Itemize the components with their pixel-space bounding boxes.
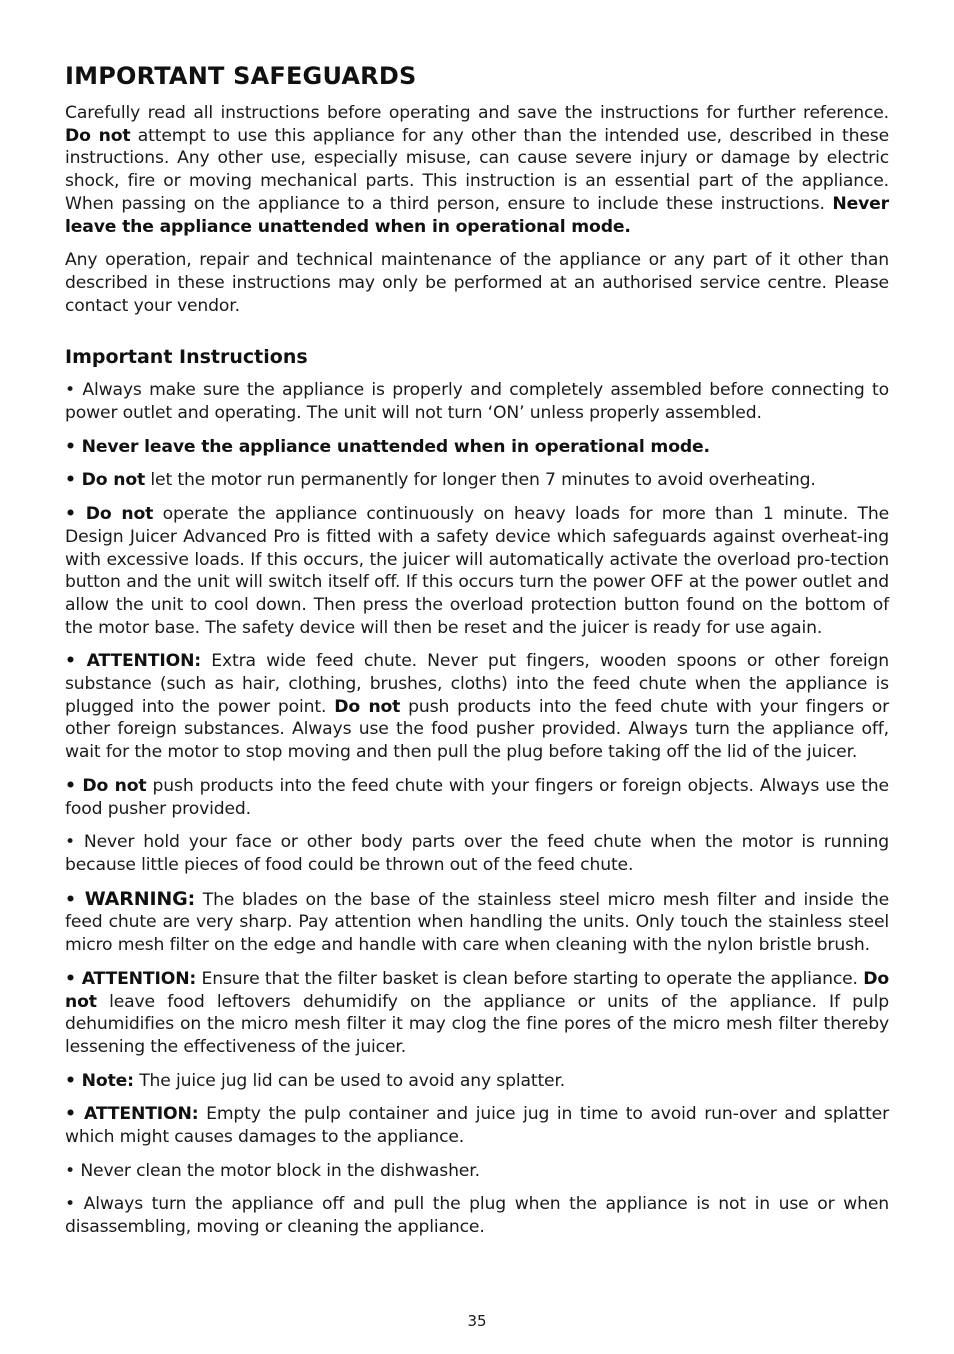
instruction-item: [65, 968, 889, 1059]
item-text: leave food leftovers dehumidify on the appliance or units of the appliance. If pulp dehumidifies on the micro mesh filter it may clog the fine pores of the micro mesh filter thereby lessening the effectiveness of the juicer.: [65, 991, 889, 1057]
page-number: 35: [467, 1312, 487, 1330]
item-text: Always make sure the appliance is properly and completely assembled before connecting to power outlet and operating. The unit will not turn ‘ON’ unless properly assembled.: [65, 380, 889, 424]
bullet: •: [65, 651, 76, 672]
intro-paragraph-1: [65, 102, 889, 238]
instruction-item: [65, 1160, 889, 1183]
bullet: •: [65, 436, 76, 457]
bullet: •: [65, 1070, 76, 1091]
item-text: The blades on the base of the stainless steel micro mesh filter and inside the feed chute are very sharp. Pay attention when handling the units. Only touch the stainless steel micro mesh filter on the edge and handle with care when cleaning with the nylon bristle brush.: [65, 889, 889, 956]
page-title: IMPORTANT SAFEGUARDS: [65, 62, 417, 90]
instruction-item: [65, 503, 889, 639]
item-text: Ensure that the filter basket is clean before starting to operate the appliance.: [196, 968, 864, 989]
instruction-item: [65, 1070, 889, 1093]
item-text: operate the appliance continuously on heavy loads for more than 1 minute. The Design Juicer Advanced Pro is fitted with a safety device which safeguards against overheat-ing with excessive loads. If this occurs, the juicer will automatically activate the overload pro-tection button and the unit will switch itself off. If this occurs turn the power OFF at the power outlet and allow the unit to cool down. Then press the overload protection button found on the bottom of the motor base. The safety device will then be reset and the juicer is ready for use again.: [65, 504, 889, 638]
item-bold-warning: WARNING:: [75, 887, 196, 910]
instruction-item: [65, 436, 889, 459]
bullet: •: [65, 889, 76, 910]
item-text: Always turn the appliance off and pull the plug when the appliance is not in use or when disassembling, moving or cleaning the appliance.: [65, 1194, 889, 1238]
bullet: •: [65, 968, 76, 989]
intro-bold-never-leave: Never leave the appliance unattended when in operational mode.: [65, 193, 889, 237]
instruction-item: [65, 888, 889, 957]
item-bold: Do not: [75, 775, 147, 796]
bullet: •: [65, 1104, 76, 1125]
document-page: [65, 60, 889, 1250]
item-bold: Note:: [75, 1070, 134, 1091]
item-bold: Do not: [75, 470, 146, 491]
section-heading: Important Instructions: [65, 346, 308, 369]
bullet: •: [65, 832, 75, 853]
bullet: •: [65, 380, 75, 401]
item-text: Never clean the motor block in the dishwasher.: [75, 1160, 480, 1181]
bullet: •: [65, 470, 76, 491]
bullet: •: [65, 1160, 75, 1181]
instruction-item: [65, 1193, 889, 1238]
instruction-item: [65, 469, 889, 492]
item-text: push products into the feed chute with your fingers or foreign objects. Always use the food pusher provided.: [65, 775, 889, 819]
item-text: Empty the pulp container and juice jug in time to avoid run-over and splatter which might causes damages to the appliance.: [65, 1104, 889, 1148]
bullet: •: [65, 1194, 75, 1215]
item-bold: Do not: [75, 504, 154, 525]
intro-bold-do-not: Do not: [65, 125, 131, 146]
item-text: Never hold your face or other body parts over the feed chute when the motor is running because little pieces of food could be thrown out of the feed chute.: [65, 832, 889, 875]
item-bold: ATTENTION:: [75, 651, 202, 672]
item-bold: Never leave the appliance unattended when in operational mode.: [75, 436, 710, 457]
intro-text: Carefully read all instructions before operating and save the instructions for further reference.: [65, 103, 889, 123]
instruction-item: [65, 831, 889, 876]
item-bold: Do not: [334, 696, 401, 717]
instruction-item: [65, 379, 889, 424]
intro-paragraph-2: Any operation, repair and technical maintenance of the appliance or any part of it other than described in these instructions may only be performed at an authorised service centre. Please contact your vendor.: [65, 250, 889, 316]
item-bold: Do not: [65, 968, 890, 1012]
intro-text: attempt to use this appliance for any other than the intended use, described in these instructions. Any other use, especially misuse, can cause severe injury or damage by electric shock, fire or moving mechanical parts. This instruction is an essential part of the appliance. When passing on the appliance to a third person, ensure to include these instructions.: [65, 125, 890, 214]
item-text: Extra wide feed chute. Never put fingers, wooden spoons or other foreign substance (such as hair, clothing, brushes, cloths) into the feed chute when the appliance is plugged into the power point.: [65, 651, 889, 717]
instruction-item: [65, 1103, 889, 1148]
item-bold: ATTENTION:: [75, 1104, 199, 1125]
item-bold: ATTENTION:: [75, 968, 197, 989]
bullet: •: [65, 775, 76, 796]
instruction-item: [65, 650, 889, 764]
item-text: push products into the feed chute with your fingers or other foreign substances. Always use the food pusher provided. Always turn the appliance off, wait for the motor to stop moving and then pull the plug before taking off the lid of the juicer.: [65, 696, 890, 763]
bullet: •: [65, 504, 76, 525]
instruction-item: [65, 775, 889, 820]
item-text: The juice jug lid can be used to avoid any splatter.: [133, 1070, 566, 1091]
item-text: let the motor run permanently for longer then 7 minutes to avoid overheating.: [145, 470, 816, 491]
